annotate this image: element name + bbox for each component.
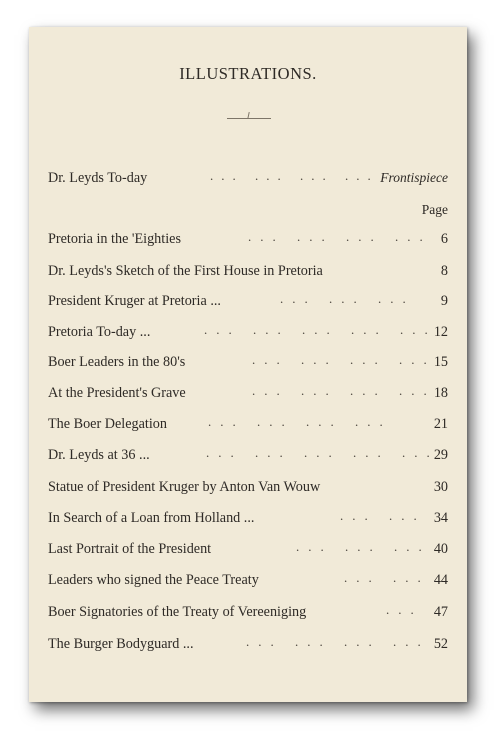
entry-page: 34 (433, 510, 448, 526)
dot-leader: ... ... ... ... (248, 229, 432, 244)
entry-page: 52 (433, 636, 448, 652)
entry-page: 40 (433, 541, 448, 557)
dot-leader: ... ... ... ... (210, 168, 379, 183)
entry-page: 12 (433, 324, 448, 340)
entry-page: 44 (433, 572, 448, 588)
list-item (48, 324, 448, 344)
entry-label: At the President's Grave (48, 385, 186, 401)
entry-label: Dr. Leyds's Sketch of the First House in Pretoria (48, 263, 323, 279)
list-item (48, 416, 448, 436)
entry-page: 21 (433, 416, 448, 432)
entry-label: Leaders who signed the Peace Treaty (48, 572, 259, 588)
entry-label: Statue of President Kruger by Anton Van Wouw (48, 479, 321, 495)
entry-page: 15 (433, 354, 448, 370)
entry-label: Last Portrait of the President (48, 541, 212, 557)
divider-rule (227, 118, 271, 119)
dot-leader: ... ... ... (280, 291, 415, 306)
list-item (48, 385, 448, 405)
entry-page: 29 (433, 447, 448, 463)
document-page (29, 27, 467, 702)
list-item (48, 636, 448, 656)
entry-label: Boer Leaders in the 80's (48, 354, 186, 370)
list-item (48, 447, 448, 467)
list-item (48, 604, 448, 624)
entry-label: In Search of a Loan from Holland ... (48, 510, 255, 526)
dot-leader: ... ... ... (296, 539, 431, 554)
entry-page: 9 (440, 293, 448, 309)
entry-label: President Kruger at Pretoria ... (48, 293, 221, 309)
dot-leader: ... ... ... ... (208, 414, 392, 429)
entry-page: 18 (433, 385, 448, 401)
dot-leader: ... ... ... ... ... (204, 322, 437, 337)
list-item (48, 510, 448, 530)
dot-leader: ... ... ... ... (246, 634, 430, 649)
list-item (48, 572, 448, 592)
entry-label: Pretoria in the 'Eighties (48, 231, 181, 247)
entry-label: The Burger Bodyguard ... (48, 636, 194, 652)
page-column-heading: Page (421, 202, 448, 217)
dot-leader: ... ... ... ... (252, 352, 436, 367)
entry-label: Dr. Leyds at 36 ... (48, 447, 150, 463)
dot-leader: ... (386, 602, 423, 617)
entry-label: Dr. Leyds To-day (48, 170, 148, 186)
entry-page: 8 (440, 263, 448, 279)
dot-leader: ... ... ... ... (252, 383, 436, 398)
entry-page: 30 (433, 479, 448, 495)
list-item (48, 293, 448, 313)
list-item (48, 354, 448, 374)
dot-leader: ... ... (340, 508, 426, 523)
entry-page: 6 (440, 231, 448, 247)
dot-leader: ... ... (344, 570, 430, 585)
list-item (48, 263, 448, 283)
list-item (48, 541, 448, 561)
page-title: ILLUSTRATIONS. (179, 64, 317, 83)
entry-label: Boer Signatories of the Treaty of Vereeniging (48, 604, 307, 620)
entry-page: Frontispiece (380, 170, 448, 185)
entry-label: Pretoria To-day ... (48, 324, 151, 340)
entry-page: 47 (433, 604, 448, 620)
list-item (48, 231, 448, 251)
frontispiece-entry (48, 170, 448, 190)
entry-label: The Boer Delegation (48, 416, 167, 432)
dot-leader: ... ... ... ... ... (206, 445, 439, 460)
list-item (48, 479, 448, 499)
